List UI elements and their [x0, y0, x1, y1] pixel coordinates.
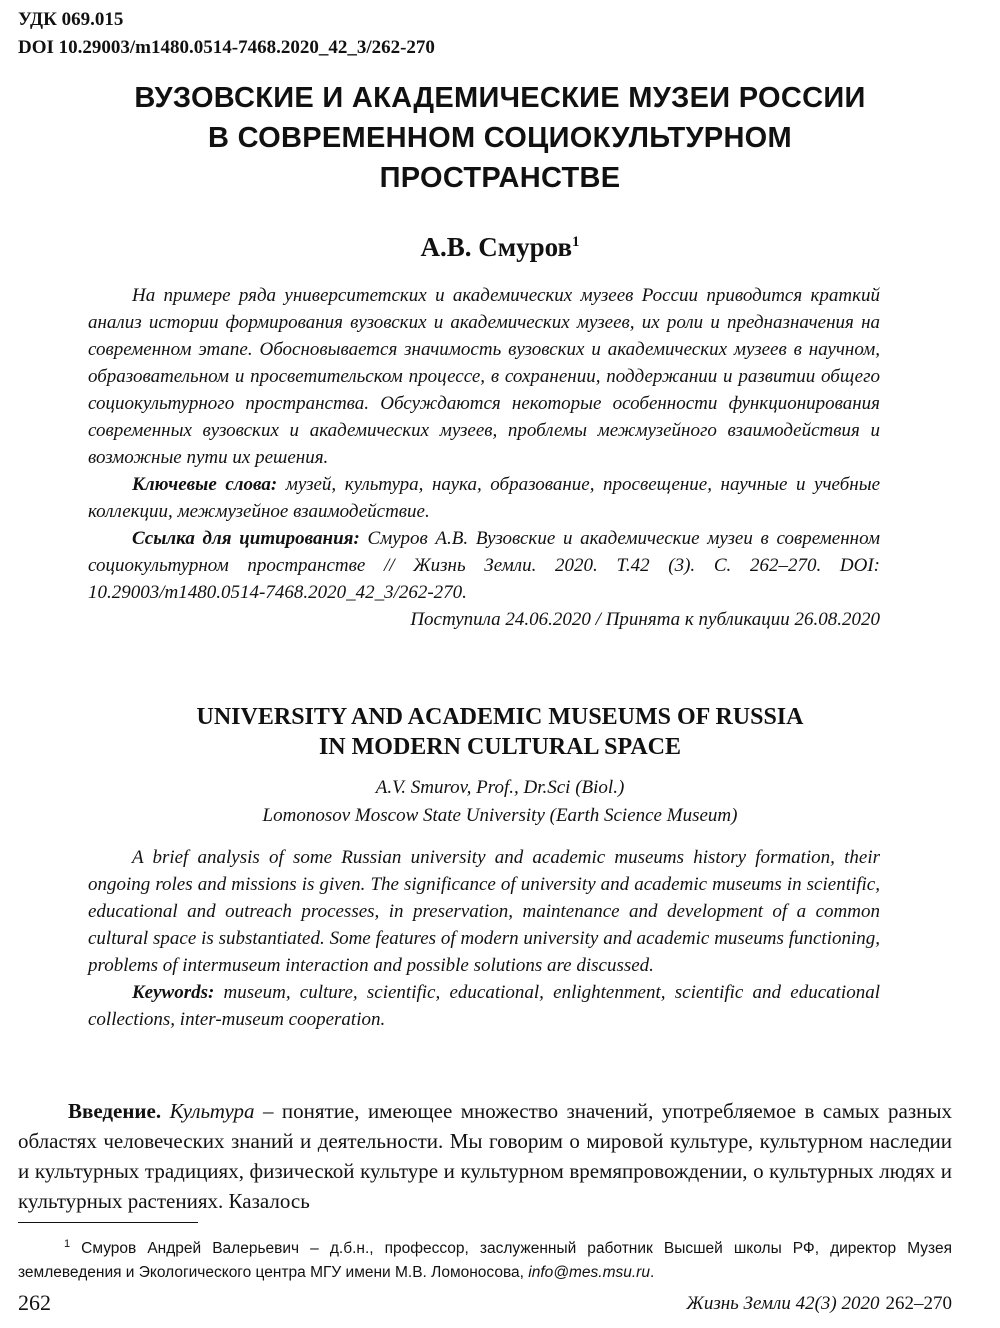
author-name: А.В. Смуров: [420, 232, 573, 262]
abstract-ru: [88, 282, 880, 633]
title-ru-line: В СОВРЕМЕННОМ СОЦИОКУЛЬТУРНОМ: [208, 122, 792, 154]
author-affiliation: Lomonosov Moscow State University (Earth Science Museum): [262, 805, 738, 826]
footnote-divider: [18, 1222, 198, 1223]
article-meta: [18, 6, 435, 62]
intro-text: – понятие, имеющее множество значений, употребляемое в самых разных областях человеческих знаний и деятельности. Мы говорим о мировой культуре, культурном наследии и культурных традициях, физической культуре и культурном времяпровождении, о культурных людях и культурных растениях. Казалось: [18, 1099, 953, 1213]
footnote: [18, 1232, 952, 1285]
citation-ru: [88, 525, 880, 606]
keywords-en-text: museum, culture, scientific, educational, enlightenment, scientific and educational collections, inter-museum cooperation.: [88, 982, 880, 1030]
intro-term: Культура: [169, 1099, 255, 1123]
citation-label: Ссылка для цитирования:: [132, 528, 360, 549]
footnote-ref[interactable]: 1: [572, 234, 580, 250]
keywords-ru: [88, 471, 880, 525]
doi[interactable]: DOI 10.29003/m1480.0514-7468.2020_42_3/262-270: [18, 37, 435, 58]
title-ru: [40, 78, 960, 198]
keywords-text: музей, культура, наука, образование, просвещение, научные и учебные коллекции, межмузейное взаимодействие.: [88, 474, 881, 522]
received-dates: Поступила 24.06.2020 / Принята к публикации 26.08.2020: [410, 609, 880, 630]
footnote-paragraph: [18, 1232, 952, 1285]
title-en: [0, 702, 1000, 762]
abstract-en: [88, 844, 880, 1033]
author-ru: [0, 232, 1000, 263]
title-en-line: IN MODERN CULTURAL SPACE: [318, 734, 682, 760]
title-en-line: UNIVERSITY AND ACADEMIC MUSEUMS OF RUSSIA: [196, 704, 804, 730]
footnote-end: .: [649, 1264, 655, 1282]
title-ru-line: ВУЗОВСКИЕ И АКАДЕМИЧЕСКИЕ МУЗЕИ РОССИИ: [134, 82, 866, 114]
body-text: [18, 1096, 952, 1216]
page-number: 262: [18, 1290, 51, 1315]
abstract-en-text: A brief analysis of some Russian university and academic museums history formation, their ongoing roles and missions is given. The significance of university and academic museums in scientific, educational and outreach processes, in preservation, maintenance and development of a common cultural space is substantiated. Some features of modern university and academic museums functioning, problems of intermuseum interaction and possible solutions are discussed.: [88, 847, 880, 976]
journal-name: Жизнь Земли 42(3) 2020: [686, 1293, 880, 1314]
keywords-en-label: Keywords:: [132, 982, 215, 1003]
udk-code: УДК 069.015: [18, 9, 124, 30]
author-en-name: A.V. Smurov, Prof., Dr.Sci (Biol.): [375, 777, 625, 798]
page-range: 262–270: [885, 1293, 952, 1314]
abstract-text: На примере ряда университетских и академических музеев России приводится краткий анализ истории формирования вузовских и академических музеев, их роли и предназначения на современном этапе. Обосновывается значимость вузовских и академических музеев в научном, образовательном и просветительском процессе, в сохранении, поддержании и развитии общего социокультурного пространства. Обсуждаются некоторые особенности функционирования современных вузовских и академических музеев, проблемы межмузейного взаимодействия и возможные пути их решения.: [88, 285, 880, 468]
author-email[interactable]: info@mes.msu.ru: [528, 1264, 650, 1282]
footnote-mark: 1: [64, 1238, 71, 1250]
citation-text: Смуров А.В. Вузовские и академические музеи в современном социокультурном пространстве // Жизнь Земли. 2020. Т.42 (3). С. 262–270. DOI: 10.29003/m1480.0514-7468.2020_42_3/262-270.: [88, 528, 880, 603]
author-en: [0, 774, 1000, 830]
keywords-label: Ключевые слова:: [132, 474, 278, 495]
title-ru-line: ПРОСТРАНСТВЕ: [379, 162, 621, 194]
intro-label: Введение.: [68, 1099, 162, 1123]
keywords-en: [88, 979, 880, 1033]
footnote-text: Смуров Андрей Валерьевич – д.б.н., профессор, заслуженный работник Высшей школы РФ, директор Музея землеведения и Экологического центра МГУ имени М.В. Ломоносова,: [18, 1240, 952, 1282]
journal-footer: [686, 1293, 952, 1315]
intro-paragraph: [18, 1096, 952, 1216]
